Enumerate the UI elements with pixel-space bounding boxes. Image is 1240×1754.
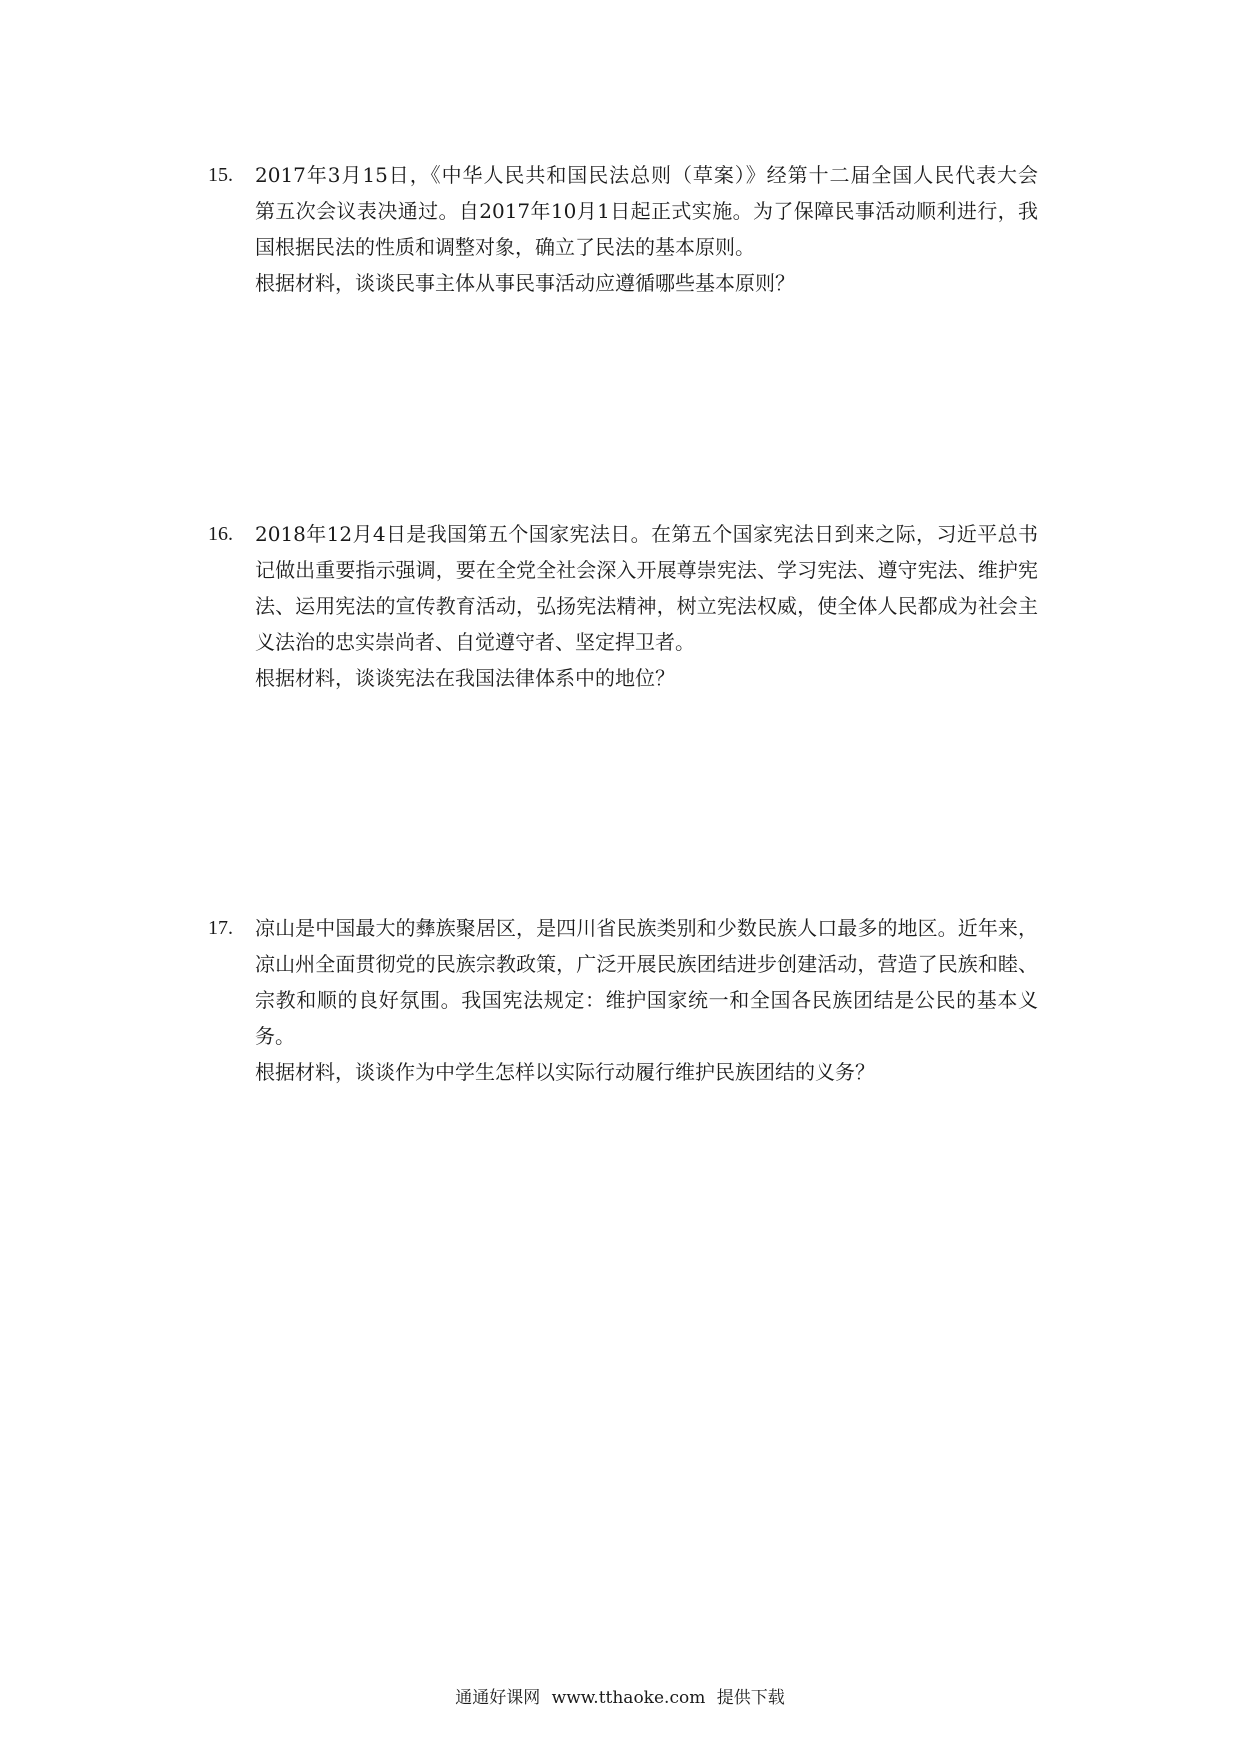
page-footer bbox=[0, 1686, 1240, 1710]
question-16 bbox=[208, 516, 1038, 696]
question-body bbox=[255, 157, 1058, 301]
footer-suffix: 提供下载 bbox=[716, 1688, 785, 1708]
question-15 bbox=[208, 157, 1058, 301]
question-material: 2018年12月4日是我国第五个国家宪法日。在第五个国家宪法日到来之际，习近平总书记做出重要指示强调，要在全党全社会深入开展尊崇宪法、学习宪法、遵守宪法、维护宪法、运用宪法的宣传教育活动，弘扬宪法精神，树立宪法权威，使全体人民都成为社会主义法治的忠实崇尚者、自觉遵守者、坚定捍卫者。 bbox=[255, 522, 1038, 654]
question-17 bbox=[208, 910, 1038, 1090]
question-material: 凉山是中国最大的彝族聚居区，是四川省民族类别和少数民族人口最多的地区。近年来，凉山州全面贯彻党的民族宗教政策，广泛开展民族团结进步创建活动，营造了民族和睦、宗教和顺的良好氛围。我国宪法规定：维护国家统一和全国各民族团结是公民的基本义务。 bbox=[255, 916, 1038, 1048]
question-body bbox=[255, 516, 1038, 696]
question-number: 17. bbox=[208, 917, 233, 939]
question-number: 15. bbox=[208, 164, 233, 186]
question-material: 2017年3月15日，《中华人民共和国民法总则（草案）》经第十二届全国人民代表大会 第五次会议表决通过。自2017年10月1日起正式实施。为了保障民事活动顺利进行，我国根据民法的性质和调整对象，确立了民法的基本原则。 bbox=[255, 163, 1058, 259]
question-prompt: 根据材料，谈谈民事主体从事民事活动应遵循哪些基本原则？ bbox=[255, 271, 795, 295]
question-prompt: 根据材料，谈谈宪法在我国法律体系中的地位？ bbox=[255, 666, 675, 690]
question-body bbox=[255, 910, 1038, 1090]
footer-site-name: 通通好课网 bbox=[455, 1688, 541, 1708]
question-prompt: 根据材料，谈谈作为中学生怎样以实际行动履行维护民族团结的义务？ bbox=[255, 1060, 875, 1084]
footer-url[interactable]: www.tthaoke.com bbox=[551, 1688, 706, 1708]
question-number: 16. bbox=[208, 523, 233, 545]
